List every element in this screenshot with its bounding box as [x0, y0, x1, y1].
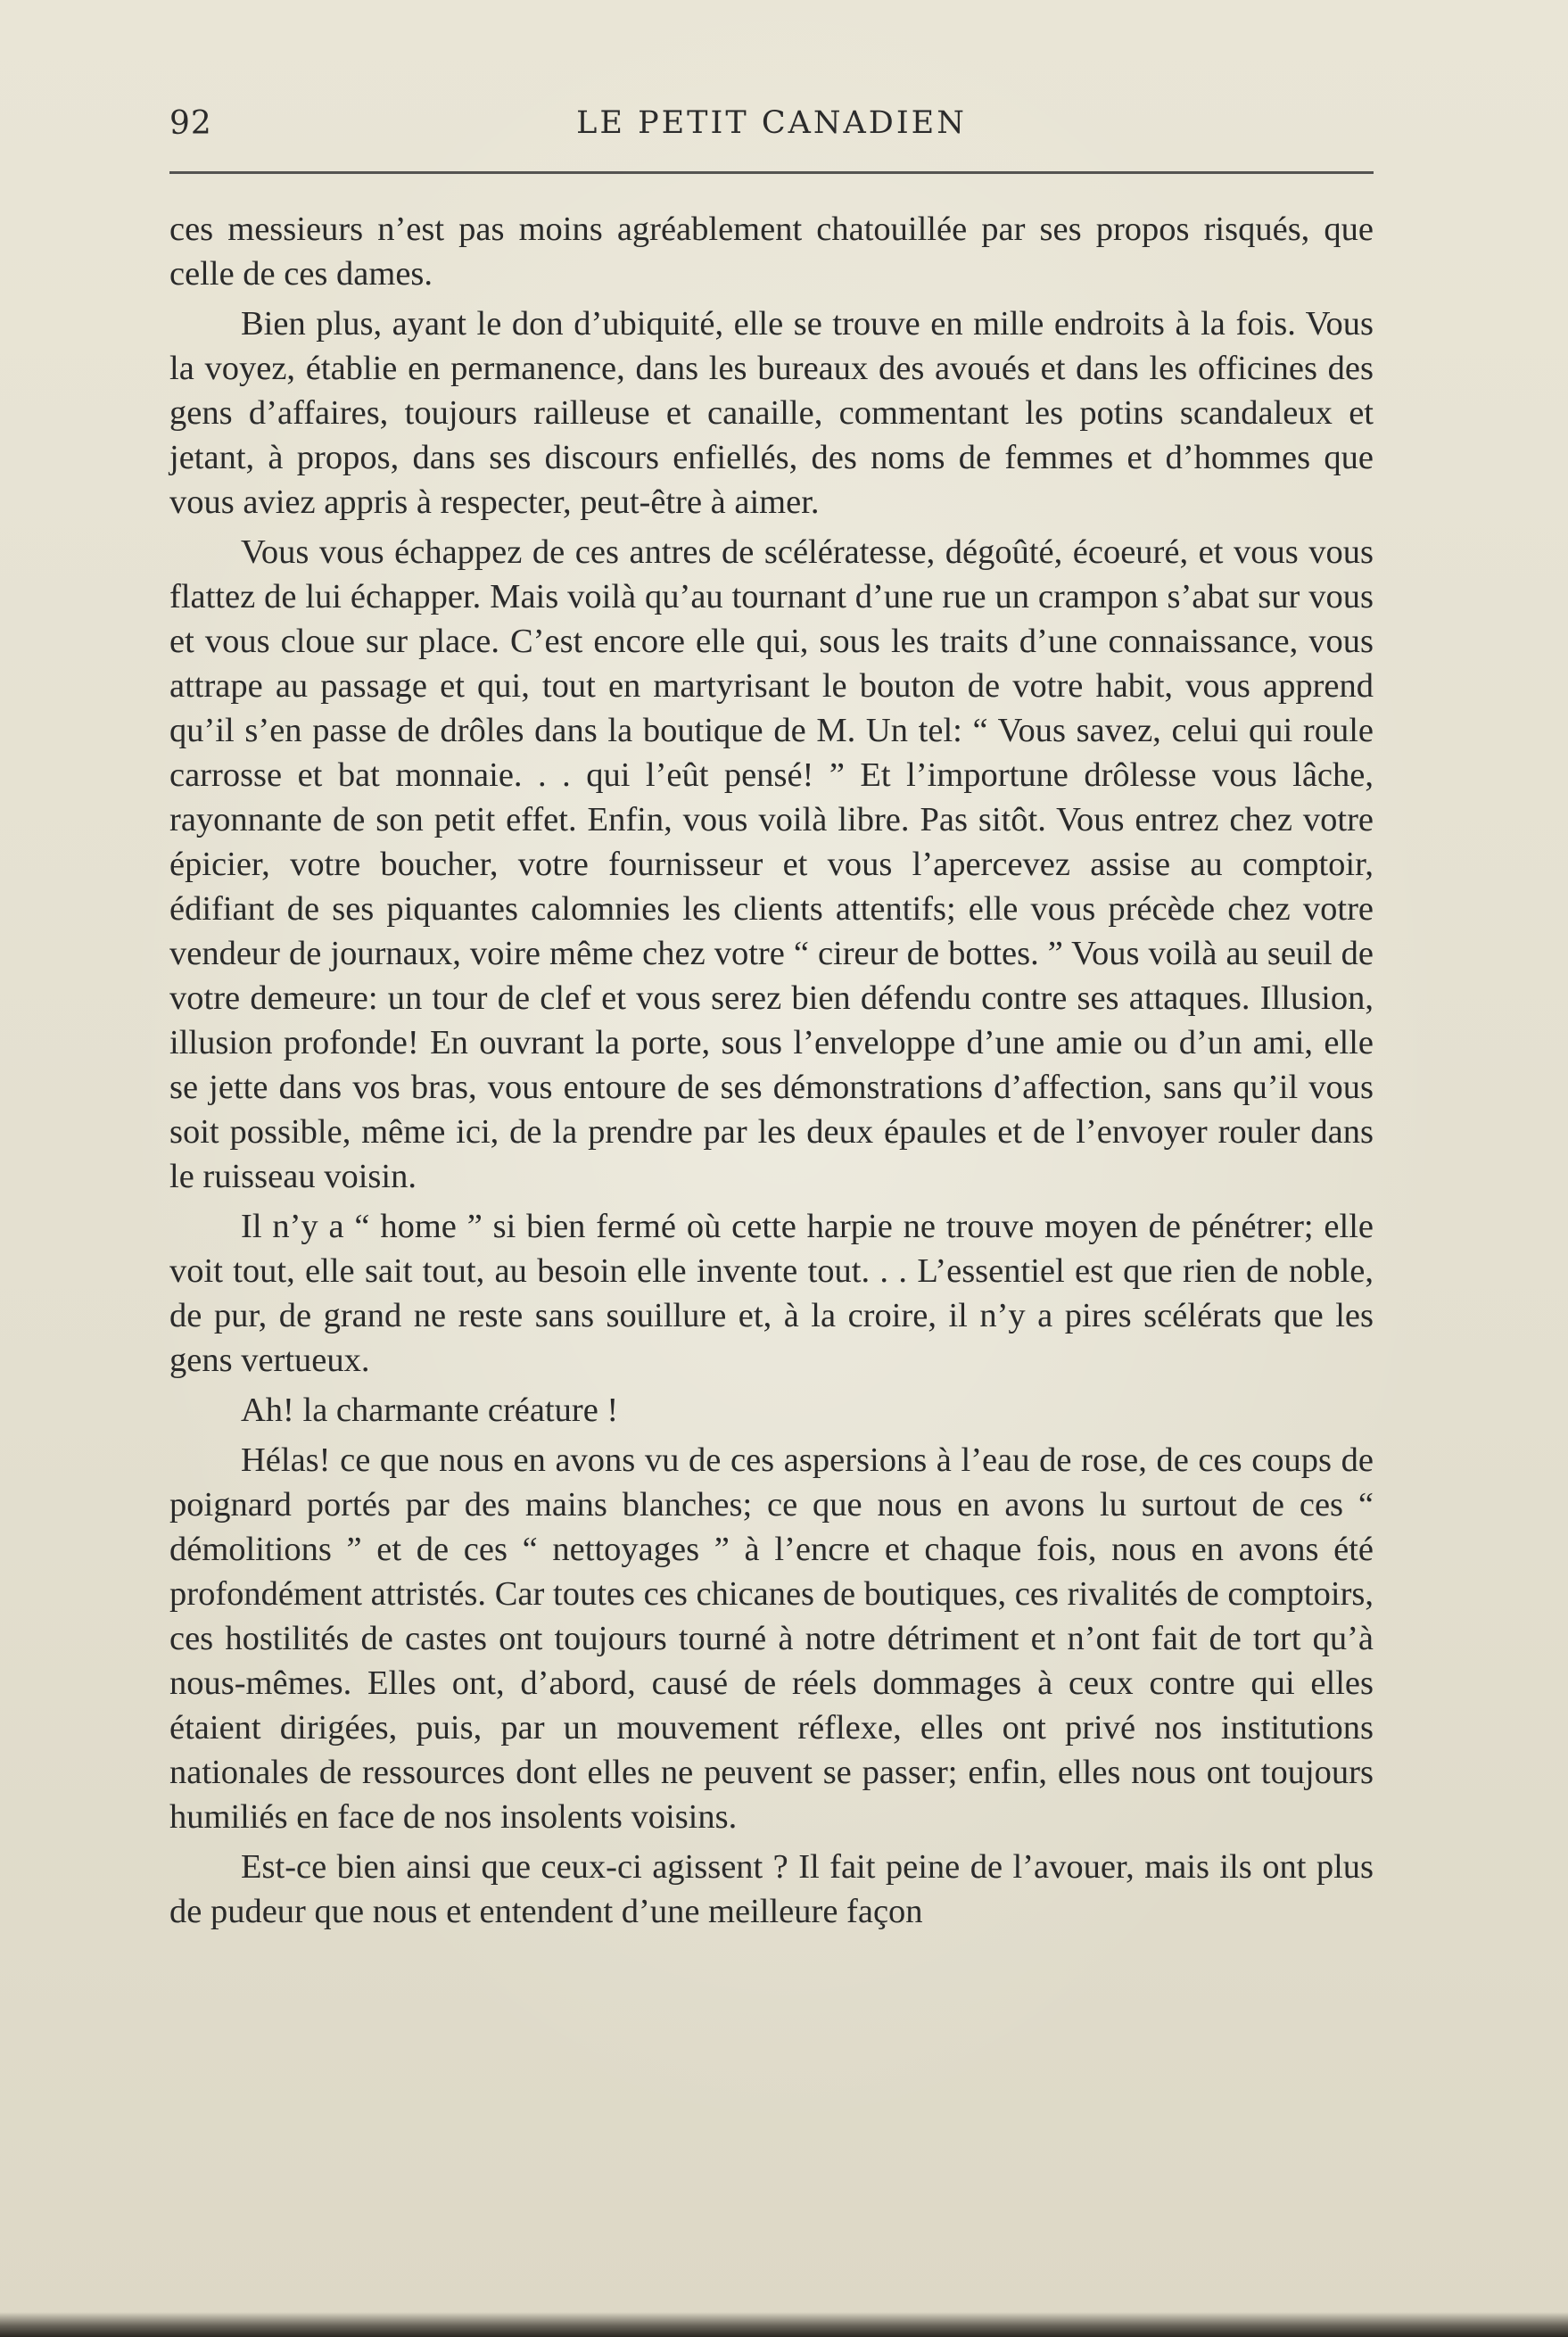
- paragraph-3: Vous vous échappez de ces antres de scélératesse, dégoûté, écoeuré, et vous vous flattez de lui échapper. Mais voilà qu’au tournant d’une rue un crampon s’abat sur vous et vous cloue sur place. C’est encore elle qui, sous les traits d’une connaissance, vous attrape au passage et qui, tout en martyrisant le bouton de votre habit, vous apprend qu’il s’en passe de drôles dans la boutique de M. Un tel: “ Vous savez, celui qui roule carrosse et bat monnaie. . . qui l’eût pensé! ” Et l’importune drôlesse vous lâche, rayonnante de son petit effet. Enfin, vous voilà libre. Pas sitôt. Vous entrez chez votre épicier, votre boucher, votre fournisseur et vous l’apercevez assise au comptoir, édifiant de ses piquantes calomnies les clients attentifs; elle vous précède chez votre vendeur de journaux, voire même chez votre “ cireur de bottes. ” Vous voilà au seuil de votre demeure: un tour de clef et vous serez bien défendu contre ses attaques. Illusion, illusion profonde! En ouvrant la porte, sous l’enveloppe d’une amie ou d’un ami, elle se jette dans vos bras, vous entoure de ses démonstrations d’affection, sans qu’il vous soit possible, même ici, de la prendre par les deux épaules et de l’envoyer rouler dans le ruisseau voisin.: [169, 533, 1374, 1195]
- running-title: LE PETIT CANADIEN: [576, 105, 967, 141]
- page-number: 92: [169, 105, 212, 142]
- paragraph-1: ces messieurs n’est pas moins agréablement chatouillée par ses propos risqués, que celle de ces dames.: [169, 211, 1374, 293]
- page-header: [169, 105, 1374, 159]
- body-text: [169, 207, 1374, 1939]
- paragraph-6: Hélas! ce que nous en avons vu de ces aspersions à l’eau de rose, de ces coups de poignard portés par des mains blanches; ce que nous en avons lu surtout de ces “ démolitions ” et de ces “ nettoyages ” à l’encre et chaque fois, nous en avons été profondément attristés. Car toutes ces chicanes de boutiques, ces rivalités de comptoirs, ces hostilités de castes ont toujours tourné à notre détriment et n’ont fait de tort qu’à nous-mêmes. Elles ont, d’abord, causé de réels dommages à ceux contre qui elles étaient dirigées, puis, par un mouvement réflexe, elles ont privé nos institutions nationales de ressources dont elles ne peuvent se passer; enfin, elles nous ont toujours humiliés en face de nos insolents voisins.: [169, 1441, 1374, 1836]
- page-bottom-edge: [0, 2312, 1568, 2337]
- paragraph-4: Il n’y a “ home ” si bien fermé où cette harpie ne trouve moyen de pénétrer; elle voit tout, elle sait tout, au besoin elle invente tout. . . L’essentiel est que rien de noble, de pur, de grand ne reste sans souillure et, à la croire, il n’y a pires scélérats que les gens vertueux.: [169, 1208, 1374, 1379]
- header-rule: [169, 171, 1374, 174]
- paragraph-7: Est-ce bien ainsi que ceux-ci agissent ? Il fait peine de l’avouer, mais ils ont plus de pudeur que nous et entendent d’une meilleure façon: [169, 1848, 1374, 1930]
- paragraph-5: Ah! la charmante créature !: [241, 1391, 619, 1429]
- paragraph-2: Bien plus, ayant le don d’ubiquité, elle se trouve en mille endroits à la fois. Vous la voyez, établie en permanence, dans les bureaux des avoués et dans les officines des gens d’affaires, toujours railleuse et canaille, commentant les potins scandaleux et jetant, à propos, dans ses discours enfiellés, des noms de femmes et d’hommes que vous aviez appris à respecter, peut-être à aimer.: [169, 305, 1374, 521]
